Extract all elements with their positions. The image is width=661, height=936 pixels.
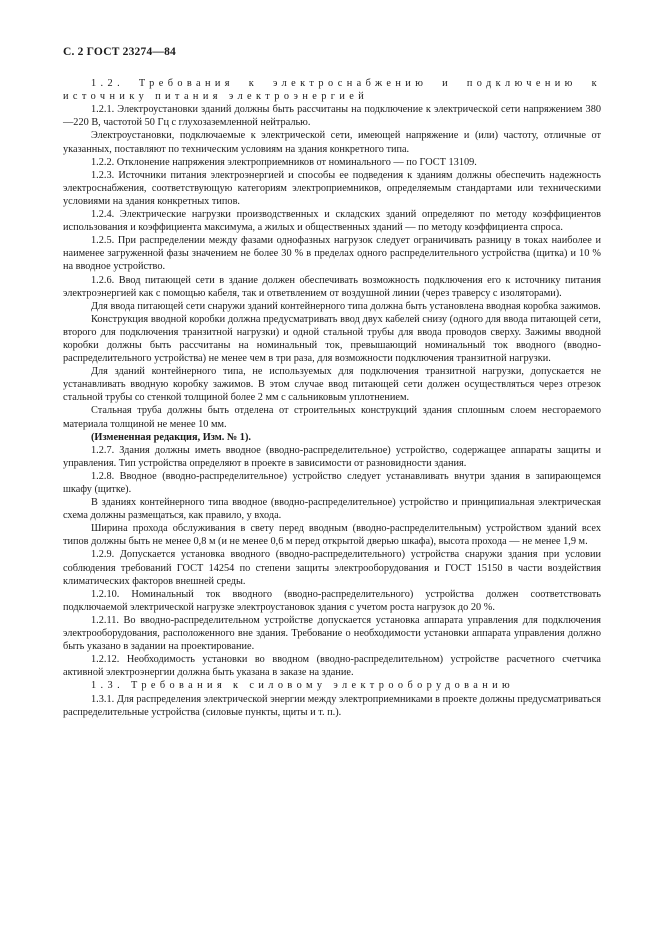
section-heading-1-2: 1.2. Требования к электроснабжению и подключению к источнику питания электроэнергией [63,78,601,103]
paragraph: Для ввода питающей сети снаружи зданий контейнерного типа должна быть установлена вводная коробка зажимов. [91,300,601,312]
paragraph: Электроустановки, подключаемые к электрической сети, имеющей напряжение и (или) частоту, отличные от указанных, поставляют по техническим условиям на здания конкретного типа. [63,130,601,155]
paragraph: 1.2.2. Отклонение напряжения электроприемников от номинального — по ГОСТ 13109. [91,156,477,168]
paragraph: 1.2.7. Здания должны иметь вводное (вводно-распределительное) устройство, содержащее аппараты защиты и управления. Тип устройства определяют в проекте в зависимости от разновидности здания. [63,444,601,469]
paragraph: Конструкция вводной коробки должна предусматривать ввод двух кабелей снизу (одного для ввода питающей сети, второго для подключения транзитной нагрузки) и одной стальной трубы для ввода проводов сверху. Зажимы вводной коробки должны быть рассчитаны на номинальный ток, превышающий номинальный ток вводного (вводно-распределительного устройства) не менее чем в три раза, для возможности подключения транзитной нагрузки. [63,313,601,365]
paragraph: 1.2.10. Номинальный ток вводного (вводно-распределительного) устройства должен соответствовать подключаемой электрической нагрузке электроустановок здания с учетом роста нагрузок до 20 %. [63,588,601,613]
paragraph: 1.2.3. Источники питания электроэнергией и способы ее подведения к зданиям должны обеспечить надежность электроснабжения, соответствующую категориям электроприемников, определяемым стандартами или техническими условиями на здания конкретных типов. [63,169,601,207]
paragraph: 1.2.9. Допускается установка вводного (вводно-распределительного) устройства снаружи здания при условии соблюдения требований ГОСТ 14254 по степени защиты электрооборудования и ГОСТ 15150 в части воздействия климатических факторов внешней среды. [63,549,601,587]
paragraph: 1.3.1. Для распределения электрической энергии между электроприемниками в проекте должны предусматриваться распределительные устройства (силовые пункты, щиты и т. п.). [63,693,601,718]
paragraph: 1.2.4. Электрические нагрузки производственных и складских зданий определяют по методу коэффициентов использования и коэффициента максимума, а жилых и общественных зданий — по методу коэффициента спроса. [63,209,601,234]
paragraph: Стальная труба должны быть отделена от строительных конструкций здания сплошным слоем несгораемого материала толщиной не менее 10 мм. [63,405,601,430]
paragraph: 1.2.8. Вводное (вводно-распределительное) устройство следует устанавливать внутри здания в запирающемся шкафу (щитке). [63,470,601,495]
paragraph: Ширина прохода обслуживания в свету перед вводным (вводно-распределительным) устройством зданий всех типов должны быть не менее 0,8 м (и не менее 0,6 м перед открытой дверью шкафа), высота прохода — не менее 1,9 м. [63,523,601,548]
paragraph: В зданиях контейнерного типа вводное (вводно-распределительное) устройство и принципиальная электрическая схема должны размещаться, как правило, у входа. [63,497,601,522]
paragraph: Для зданий контейнерного типа, не используемых для подключения транзитной нагрузки, допускается не устанавливать вводную коробку зажимов. В этом случае ввод питающей сети должен осуществляться через отрезок стальной трубы со стенкой толщиной более 2 мм с сальниковым уплотнением. [63,366,601,404]
document-body [63,77,601,719]
page-header: С. 2 ГОСТ 23274—84 [63,46,176,58]
section-heading-1-3: 1.3. Требования к силовому электрооборудованию [91,680,515,692]
paragraph: 1.2.12. Необходимость установки во вводном (вводно-распределительном) устройстве расчетного счетчика активной электроэнергии должна быть указана в заказе на здание. [63,654,601,679]
paragraph: 1.2.1. Электроустановки зданий должны быть рассчитаны на подключение к электрической сети напряжением 380—220 В, частотой 50 Гц с глухозаземленной нейтралью. [63,104,601,129]
paragraph: 1.2.11. Во вводно-распределительном устройстве допускается установка аппарата управления для подключения электрооборудования, расположенного вне здания. Требование о необходимости установки аппарата управления должно быть указано в задании на проектирование. [63,614,601,653]
paragraph: 1.2.5. При распределении между фазами однофазных нагрузок следует ограничивать разницу в токах наиболее и наименее загруженной фазы значением не более 30 % в пределах одного распределительного устройства (щитка) и 10 % на вводное устройство. [63,235,601,273]
amendment-note: (Измененная редакция, Изм. № 1). [91,431,251,443]
paragraph: 1.2.6. Ввод питающей сети в здание должен обеспечивать возможность подключения его к источнику питания электроэнергией как с помощью кабеля, так и ответвлением от воздушной линии (через траверсу с изоляторами). [63,274,601,299]
